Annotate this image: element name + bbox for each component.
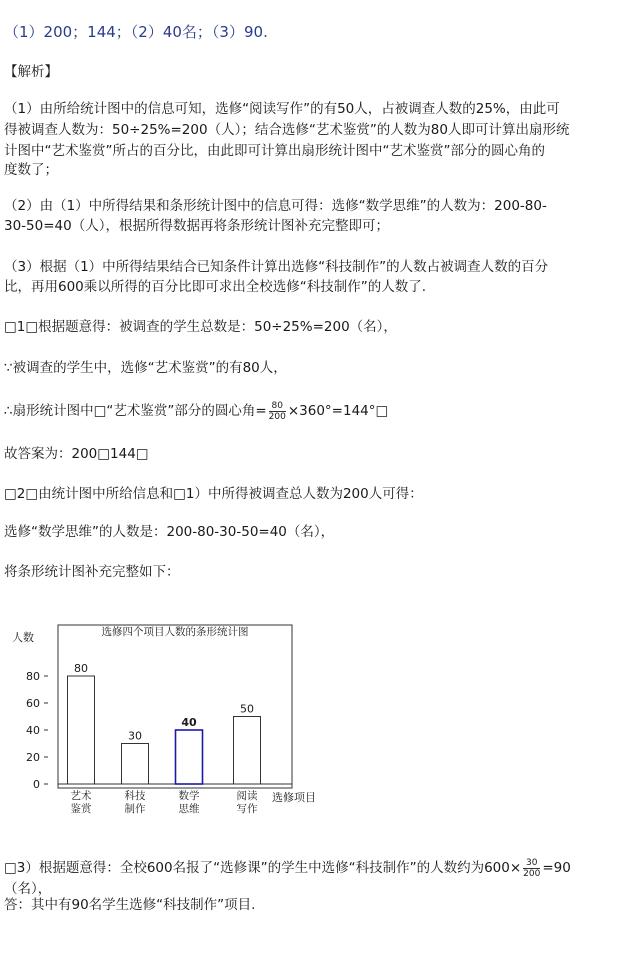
x-tick-label: 写作 [236,803,258,815]
analysis-heading: 【解析】 [4,64,58,80]
x-tick-label: 鉴赏 [70,803,92,815]
y-tick-label: 40 [26,724,40,737]
x-tick-label: 制作 [124,803,146,815]
x-tick-label: 阅读 [236,790,258,802]
solution-step8-continued: （名）， [4,881,52,897]
explanation-p1-line1: （1）由所给统计图中的信息可知，选修“阅读写作”的有50人，占被调查人数的25%，由此可 [4,101,560,117]
x-tick-label: 科技 [124,790,146,802]
bar [68,676,95,784]
explanation-p1-line3: 计图中“艺术鉴赏”所占的百分比，由此即可计算出扇形统计图中“艺术鉴赏”部分的圆心角的 [4,143,545,159]
y-tick-label: 60 [26,697,40,710]
x-tick-label: 数学 [178,790,200,802]
final-answer: 答：其中有90名学生选修“科技制作”项目. [4,897,256,913]
y-tick-label: 80 [26,670,40,683]
solution-step8-text: □3）根据题意得：全校600名报了“选修课”的学生中选修“科技制作”的人数约为600× [4,860,522,876]
solution-step3-result: ×360°=144°□ [287,403,389,419]
fraction-denominator: 200 [523,868,541,879]
data-label: 50 [240,702,254,716]
solution-step7: 将条形统计图补充完整如下： [4,564,180,580]
explanation-p1-line2: 得被调查人数为：50÷25%=200（人）；结合选修“艺术鉴赏”的人数为80人即可计算出扇形统 [4,122,570,138]
y-tick-label: 0 [33,778,40,791]
answer-line: （1）200；144；（2）40名；（3）90. [4,23,268,41]
explanation-p2-line1: （2）由（1）中所得结果和条形统计图中的信息可得：选修“数学思维”的人数为：200-80- [4,198,547,214]
explanation-p3-line1: （3）根据（1）中所得结果结合已知条件计算出选修“科技制作”的人数占被调查人数的百分 [4,259,549,275]
y-axis-label: 人数 [12,631,34,644]
x-tick-label: 艺术 [70,790,92,802]
data-label: 30 [128,729,142,743]
data-label: 80 [74,662,88,675]
fraction-30-over-200 [523,858,540,879]
fraction-denominator: 200 [268,411,286,422]
explanation-p1-line4: 度数了； [4,162,58,178]
fraction-numerator: 80 [269,401,286,412]
x-axis-label: 选修项目 [272,791,316,804]
x-tick-label: 思维 [178,803,200,815]
solution-step8-result: =90 [542,860,571,876]
bar [122,744,149,785]
bar [176,730,203,784]
solution-answer-line: 故答案为：200□144□ [4,446,149,462]
y-tick-label: 20 [26,751,40,764]
solution-step5: □2□由统计图中所给信息和□1）中所得被调查总人数为200人可得： [4,486,423,502]
chart-title: 选修四个项目人数的条形统计图 [101,626,249,638]
fraction-80-over-200 [269,401,286,422]
solution-step3 [4,399,388,423]
solution-step1: □1□根据题意得：被调查的学生总数是：50÷25%=200（名）， [4,319,397,335]
data-label: 40 [181,716,197,729]
solution-step2: ∵被调查的学生中，选修“艺术鉴赏”的有80人， [4,360,287,376]
solution-step6: 选修“数学思维”的人数是：200-80-30-50=40（名）， [4,524,335,540]
solution-step8 [4,855,571,881]
fraction-numerator: 30 [523,858,540,869]
solution-step3-text: ∴扇形统计图中□“艺术鉴赏”部分的圆心角= [4,403,267,419]
explanation-p2-line2: 30-50=40（人），根据所得数据再将条形统计图补充完整即可； [4,218,389,234]
explanation-p3-line2: 比，再用600乘以所得的百分比即可求出全校选修“科技制作”的人数了. [4,279,427,295]
bar [234,717,261,785]
bar-chart [4,615,334,830]
